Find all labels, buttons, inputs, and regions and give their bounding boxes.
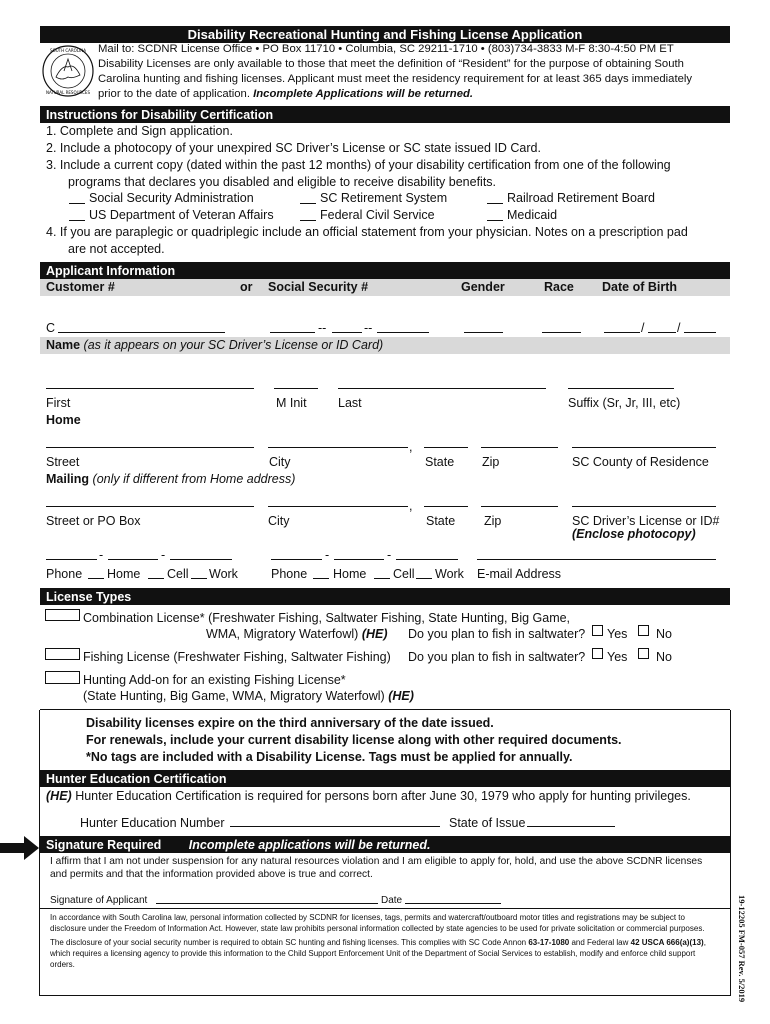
city-label: City — [269, 455, 291, 469]
cell-option: Cell — [393, 567, 415, 581]
program-label: Social Security Administration — [89, 191, 254, 205]
street-label: Street — [46, 455, 80, 469]
hunting-line2-text: (State Hunting, Big Game, WMA, Migratory Waterfowl) — [83, 689, 385, 703]
privacy-notice: In accordance with South Carolina law, personal information collected by SCDNR for licenses, tags, permits and watercraft/outboard motor titles and registrations may be subject to disclosure under the Freedom of Information Act. However, state law prohibits personal information collected by state agencies to be used for private solicitation or commercial purposes. — [50, 913, 705, 933]
enclose-photocopy-note: (Enclose photocopy) — [572, 527, 696, 541]
signature-label: Signature of Applicant — [50, 895, 148, 906]
arrow-right-icon — [0, 836, 40, 860]
program-check-line[interactable] — [300, 203, 316, 204]
dob-day-field[interactable] — [648, 332, 676, 333]
phone1-cell-check[interactable] — [148, 578, 164, 579]
saltwater-question: Do you plan to fish in saltwater? — [408, 627, 586, 641]
form-code — [733, 895, 747, 1003]
combination-license-label: Combination License* (Freshwater Fishing, Saltwater Fishing, State Hunting, Big Game, — [83, 611, 571, 625]
combo-saltwater-no-checkbox[interactable] — [638, 625, 649, 636]
ssn-code: 63-17-1080 — [528, 938, 570, 947]
mailing-zip-field[interactable] — [481, 506, 558, 507]
mailing-label-row — [46, 472, 295, 487]
intro-line-2: Carolina hunting and fishing licenses. Applicant must meet the residency requirement for at least 365 days immediately — [98, 73, 693, 85]
program-label: Medicaid — [507, 208, 558, 222]
comma: , — [409, 499, 413, 513]
program-check-line[interactable] — [487, 203, 503, 204]
divider — [40, 709, 730, 710]
or-label: or — [240, 280, 253, 294]
license-note-1: Disability licenses expire on the third anniversary of the date issued. — [86, 716, 494, 730]
state-label: State — [426, 514, 456, 528]
phone2-area-field[interactable] — [271, 559, 322, 560]
dob-separator: / — [677, 321, 681, 335]
home-state-field[interactable] — [424, 447, 468, 448]
program-label: Railroad Retirement Board — [507, 191, 655, 205]
phone1-area-field[interactable] — [46, 559, 97, 560]
ssn-disclosure-mid: and Federal law — [569, 938, 631, 947]
program-check-line[interactable] — [487, 220, 503, 221]
affirm-line-1: I affirm that I am not under suspension for any natural resources violation and I am eligible to apply for, hold, and use the above SCDNR licenses — [50, 856, 703, 867]
svg-text:SOUTH CAROLINA: SOUTH CAROLINA — [50, 48, 86, 53]
date-field[interactable] — [405, 903, 501, 904]
phone2-work-check[interactable] — [416, 578, 432, 579]
signature-heading-bar — [40, 836, 730, 853]
dob-separator: / — [641, 321, 645, 335]
home-option: Home — [107, 567, 141, 581]
phone2-line-field[interactable] — [396, 559, 458, 560]
phone-separator: - — [161, 548, 166, 562]
name-label-row — [46, 338, 383, 353]
affirm-line-2: and permits and that the information provided above is true and correct. — [50, 869, 373, 880]
email-label: E-mail Address — [477, 567, 562, 581]
yes-label: Yes — [607, 650, 628, 664]
program-check-line[interactable] — [300, 220, 316, 221]
customer-number-field[interactable] — [58, 332, 225, 333]
hunting-addon-label: Hunting Add-on for an existing Fishing License* — [83, 673, 346, 687]
name-note: (as it appears on your SC Driver’s License or ID Card) — [83, 338, 384, 352]
he-marker: (HE) — [361, 627, 388, 641]
phone1-label: Phone — [46, 567, 83, 581]
phone2-prefix-field[interactable] — [334, 559, 384, 560]
combination-license-label-2 — [206, 627, 388, 642]
name-label: Name — [46, 338, 81, 352]
mailing-street-field[interactable] — [46, 506, 254, 507]
first-label: First — [46, 396, 71, 410]
hunter-education-heading: Hunter Education Certification — [40, 770, 730, 787]
dob-year-field[interactable] — [684, 332, 716, 333]
license-note-3: *No tags are included with a Disability License. Tags must be applied for annually. — [86, 750, 573, 764]
intro-line-3-text: prior to the date of application. — [98, 88, 250, 100]
gender-field[interactable] — [464, 332, 503, 333]
mailing-label: Mailing — [46, 472, 90, 486]
combo-saltwater-yes-checkbox[interactable] — [592, 625, 603, 636]
no-label: No — [656, 650, 672, 664]
ssn-separator: -- — [318, 321, 327, 335]
saltwater-question: Do you plan to fish in saltwater? — [408, 650, 586, 664]
he-marker: (HE) — [388, 689, 414, 703]
race-field[interactable] — [542, 332, 581, 333]
instruction-3b: programs that declares you disabled and eligible to receive disability benefits. — [68, 175, 497, 189]
last-label: Last — [338, 396, 362, 410]
intro-warning: Incomplete Applications will be returned. — [253, 88, 474, 100]
dob-month-field[interactable] — [604, 332, 640, 333]
fishing-license-label: Fishing License (Freshwater Fishing, Saltwater Fishing) — [83, 650, 391, 664]
no-label: No — [656, 627, 672, 641]
ssn-disclosure-post: , which requires a licensing agency to provide this information to the Child Support Enforcement Unit of the Department of Social Services to establish, modify and enforce child support orders. — [50, 938, 706, 969]
ssn-disclosure-pre: The disclosure of your social security number is required to obtain SC hunting and fishing licenses. This complies with SC Code Annon — [50, 938, 529, 947]
comma: , — [409, 440, 413, 454]
home-option: Home — [333, 567, 367, 581]
instruction-2: 2. Include a photocopy of your unexpired SC Driver’s License or SC state issued ID Card. — [46, 141, 541, 155]
phone1-work-check[interactable] — [191, 578, 207, 579]
instructions-heading: Instructions for Disability Certification — [40, 106, 730, 123]
race-label: Race — [544, 280, 574, 294]
hunting-addon-box[interactable] — [45, 671, 80, 684]
signature-heading: Signature Required — [46, 838, 162, 852]
license-types-heading: License Types — [40, 588, 730, 605]
work-option: Work — [209, 567, 238, 581]
hunter-ed-number-label: Hunter Education Number — [80, 816, 225, 830]
drivers-license-label: SC Driver’s License or ID# — [572, 514, 720, 528]
form-code-text: 19-12205 FM-057 Rev. 5/2019 — [737, 895, 747, 1003]
email-field[interactable] — [477, 559, 716, 560]
hunter-education-text: Hunter Education Certification is required for persons born after June 30, 1979 who apply for hunting privileges. — [75, 789, 691, 803]
ssn-separator: -- — [364, 321, 373, 335]
instruction-1: 1. Complete and Sign application. — [46, 124, 233, 138]
combination-license-box[interactable] — [45, 609, 80, 621]
drivers-license-field[interactable] — [572, 506, 716, 507]
scdnr-seal-logo — [42, 45, 94, 97]
svg-text:NATURAL RESOURCES: NATURAL RESOURCES — [45, 90, 91, 95]
first-name-field[interactable] — [46, 388, 254, 389]
phone-separator: - — [325, 548, 330, 562]
mail-to-line: Mail to: SCDNR License Office • PO Box 11710 • Columbia, SC 29211-1710 • (803)734-3833 M-F 8:30-4:50 PM ET — [98, 43, 674, 55]
mailing-city-field[interactable] — [268, 506, 408, 507]
last-name-field[interactable] — [338, 388, 546, 389]
phone2-home-check[interactable] — [313, 578, 329, 579]
divider — [40, 908, 730, 909]
phone1-home-check[interactable] — [88, 578, 104, 579]
applicant-heading: Applicant Information — [40, 262, 730, 279]
ssn-field-part3[interactable] — [377, 332, 429, 333]
fishing-saltwater-no-checkbox[interactable] — [638, 648, 649, 659]
phone-separator: - — [99, 548, 104, 562]
home-street-field[interactable] — [46, 447, 254, 448]
he-marker: (HE) — [46, 789, 72, 803]
program-check-line[interactable] — [69, 203, 85, 204]
fishing-license-box[interactable] — [45, 648, 80, 660]
city-label: City — [268, 514, 290, 528]
intro-line-3 — [98, 88, 473, 101]
phone2-label: Phone — [271, 567, 308, 581]
signature-warning: Incomplete applications will be returned. — [188, 838, 431, 852]
license-note-2: For renewals, include your current disability license along with other required documents. — [86, 733, 622, 747]
mailing-note: (only if different from Home address) — [92, 472, 296, 486]
phone2-cell-check[interactable] — [374, 578, 390, 579]
yes-label: Yes — [607, 627, 628, 641]
customer-number-label: Customer # — [46, 280, 115, 294]
program-label: US Department of Veteran Affairs — [89, 208, 274, 222]
home-address-label: Home — [46, 413, 81, 427]
middle-initial-label: M Init — [276, 396, 307, 410]
federal-law: 42 USCA 666(a)(13) — [630, 938, 704, 947]
phone1-prefix-field[interactable] — [108, 559, 158, 560]
program-check-line[interactable] — [69, 220, 85, 221]
hunter-ed-number-field[interactable] — [230, 826, 440, 827]
state-of-issue-field[interactable] — [527, 826, 615, 827]
middle-initial-field[interactable] — [274, 388, 318, 389]
suffix-field[interactable] — [568, 388, 674, 389]
cell-option: Cell — [167, 567, 189, 581]
instruction-4a: 4. If you are paraplegic or quadriplegic include an official statement from your physician. Notes on a prescription pad — [46, 225, 688, 239]
instruction-3a: 3. Include a current copy (dated within the past 12 months) of your disability certification from one of the following — [46, 158, 671, 172]
ssn-field-part2[interactable] — [332, 332, 362, 333]
county-field[interactable] — [572, 447, 716, 448]
state-of-issue-label: State of Issue — [449, 816, 526, 830]
street-po-label: Street or PO Box — [46, 514, 141, 528]
phone1-line-field[interactable] — [170, 559, 232, 560]
dob-label: Date of Birth — [602, 280, 677, 294]
signature-field[interactable] — [156, 903, 378, 904]
intro-line-1: Disability Licenses are only available to those that meet the definition of “Resident” for the purpose of obtaining South — [98, 58, 684, 70]
state-label: State — [425, 455, 455, 469]
ssn-disclosure — [50, 937, 715, 970]
work-option: Work — [435, 567, 464, 581]
phone-separator: - — [387, 548, 392, 562]
home-city-field[interactable] — [268, 447, 408, 448]
program-label: SC Retirement System — [320, 191, 448, 205]
hunter-education-text-row — [46, 789, 691, 804]
zip-label: Zip — [482, 455, 500, 469]
county-label: SC County of Residence — [572, 455, 709, 469]
fishing-saltwater-yes-checkbox[interactable] — [592, 648, 603, 659]
form-title: Disability Recreational Hunting and Fishing License Application — [40, 26, 730, 43]
home-zip-field[interactable] — [481, 447, 558, 448]
date-label: Date — [381, 895, 403, 906]
ssn-label: Social Security # — [268, 280, 369, 294]
zip-label: Zip — [484, 514, 502, 528]
hunting-addon-label-2 — [83, 689, 414, 704]
gender-label: Gender — [461, 280, 505, 294]
ssn-field-part1[interactable] — [270, 332, 315, 333]
program-label: Federal Civil Service — [320, 208, 435, 222]
combo-line2-text: WMA, Migratory Waterfowl) — [206, 627, 359, 641]
mailing-state-field[interactable] — [424, 506, 468, 507]
suffix-label: Suffix (Sr, Jr, III, etc) — [568, 396, 681, 410]
instruction-4b: are not accepted. — [68, 242, 165, 256]
customer-prefix: C — [46, 321, 56, 335]
